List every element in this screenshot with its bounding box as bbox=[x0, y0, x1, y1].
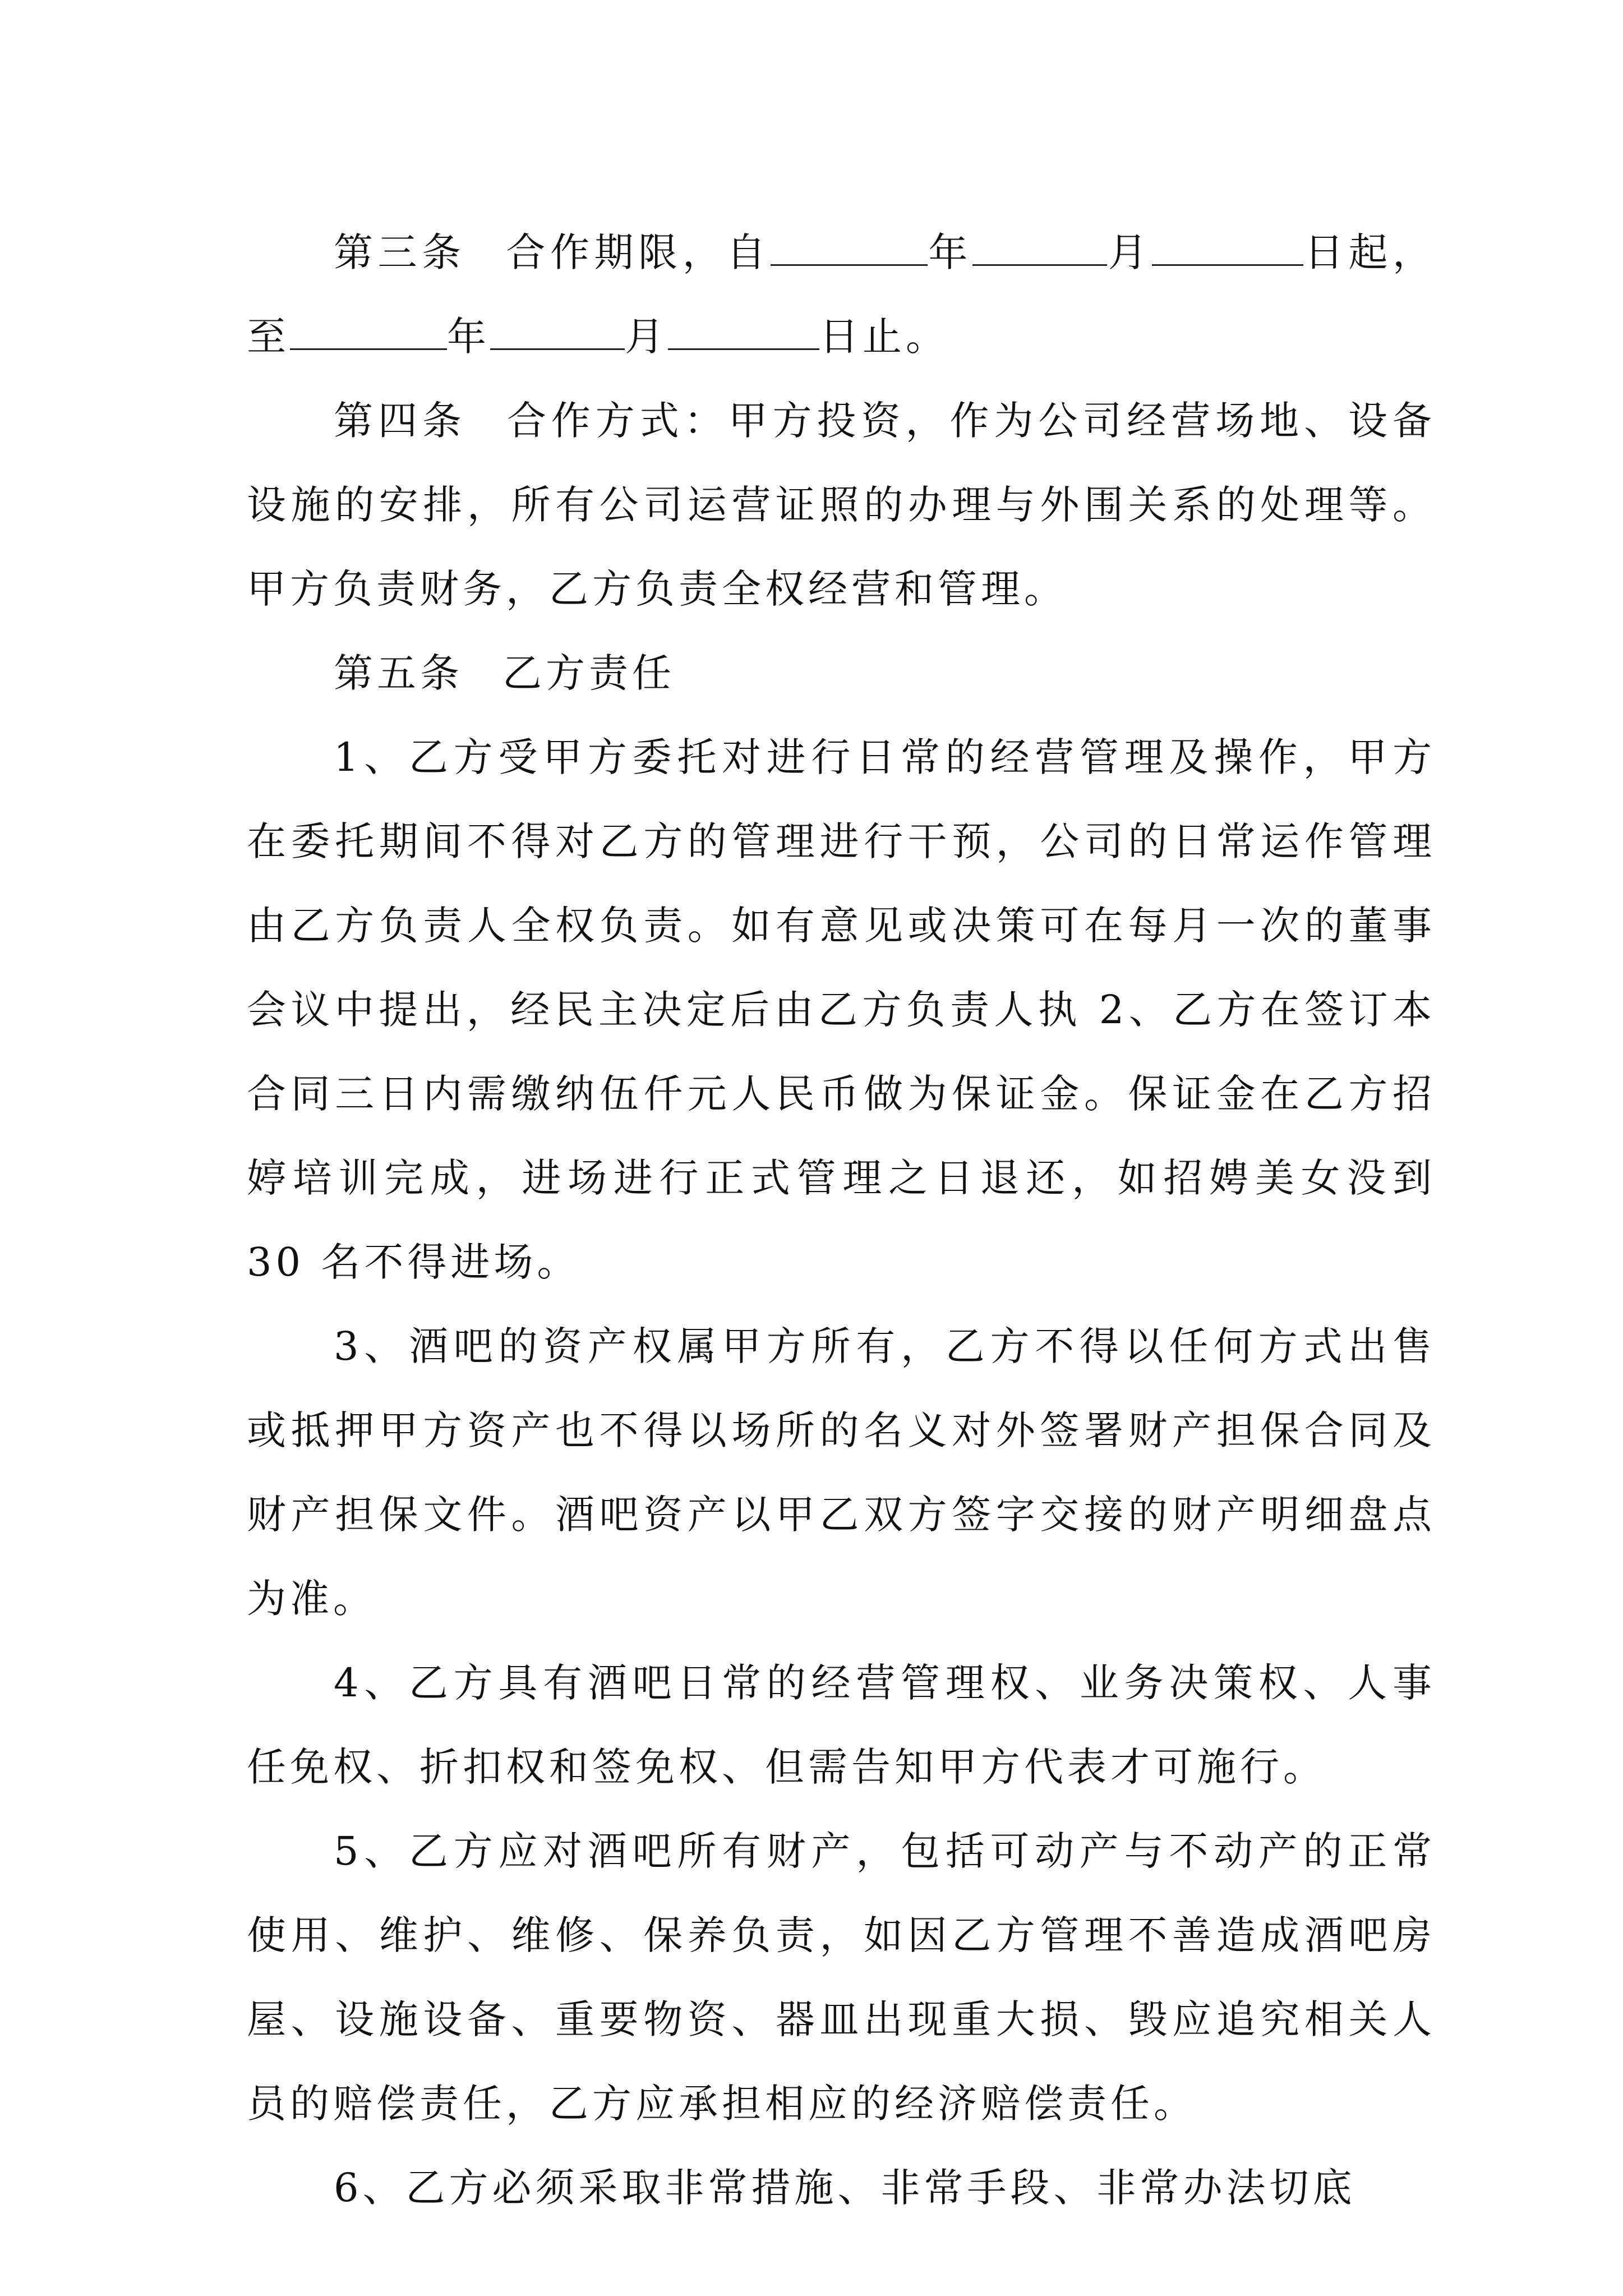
clause-4: 4、乙方具有酒吧日常的经营管理权、业务决策权、人事任免权、折扣权和签免权、但需告知甲方代表才可施行。 bbox=[247, 1660, 1436, 1790]
end-day-unit: 日止。 bbox=[819, 314, 949, 360]
article-5-title: 乙方责任 bbox=[502, 650, 675, 696]
clause-6: 6、乙方必须采取非常措施、非常手段、非常办法切底 bbox=[334, 2165, 1356, 2211]
start-day-unit: 日起， bbox=[1303, 229, 1436, 275]
start-year-unit: 年 bbox=[927, 229, 973, 275]
end-day-blank bbox=[668, 303, 819, 350]
contract-body bbox=[247, 210, 1436, 2230]
article-5-heading bbox=[247, 631, 1436, 715]
article-5-label: 第五条 bbox=[334, 650, 463, 696]
clause-1-2: 1、乙方受甲方委托对进行日常的经营管理及操作，甲方在委托期间不得对乙方的管理进行干预，公司的日常运作管理由乙方负责人全权负责。如有意见或决策可在每月一次的董事会议中提出，经民主决定后由乙方负责人执 2、乙方在签订本合同三日内需缴纳伍仟元人民币做为保证金。保证金在乙方招婷培训完成，进场进行正式管理之日退还，如招娉美女没到 30 名不得进场。 bbox=[247, 734, 1436, 1285]
to-label: 至 bbox=[247, 314, 290, 360]
start-month-unit: 月 bbox=[1107, 229, 1152, 275]
article-3-label: 第三条 bbox=[334, 229, 466, 275]
start-day-blank bbox=[1152, 219, 1303, 266]
end-year-blank bbox=[290, 303, 447, 350]
end-month-blank bbox=[490, 303, 625, 350]
end-month-unit: 月 bbox=[625, 314, 668, 360]
start-year-blank bbox=[771, 219, 928, 266]
article-4-paragraph bbox=[247, 379, 1436, 631]
article-4-label: 第四条 bbox=[334, 398, 467, 444]
article-4-text: 合作方式：甲方投资，作为公司经营场地、设备设施的安排，所有公司运营证照的办理与外围关系的处理等。甲方负责财务，乙方负责全权经营和管理。 bbox=[247, 398, 1436, 612]
end-year-unit: 年 bbox=[447, 314, 490, 360]
article-3-heading: 合作期限，自 bbox=[505, 229, 771, 275]
start-month-blank bbox=[972, 219, 1107, 266]
clause-5: 5、乙方应对酒吧所有财产，包括可动产与不动产的正常使用、维护、维修、保养负责，如因乙方管理不善造成酒吧房屋、设施设备、重要物资、器皿出现重大损、毁应追究相关人员的赔偿责任，乙方应承担相应的经济赔偿责任。 bbox=[247, 1828, 1436, 2127]
article-3-paragraph bbox=[247, 210, 1436, 379]
clause-3: 3、酒吧的资产权属甲方所有，乙方不得以任何方式出售或抵押甲方资产也不得以场所的名义对外签署财产担保合同及财产担保文件。酒吧资产以甲乙双方签字交接的财产明细盘点为准。 bbox=[247, 1323, 1436, 1622]
